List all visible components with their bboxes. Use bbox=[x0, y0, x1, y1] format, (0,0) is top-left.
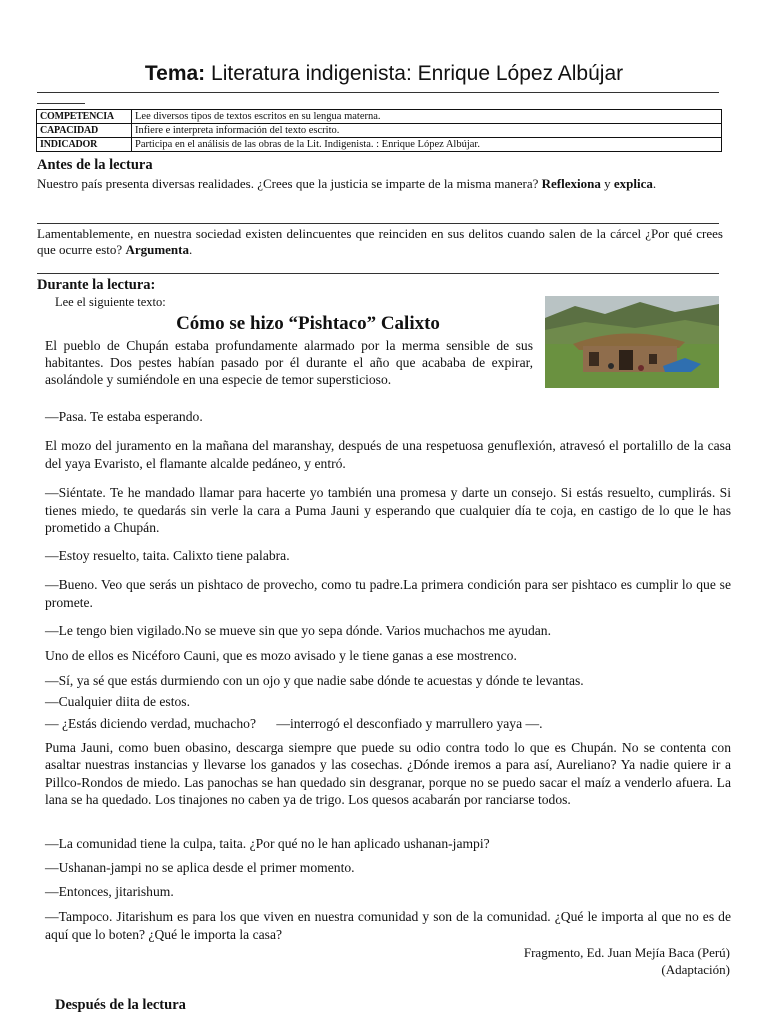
story-paragraph-13: —La comunidad tiene la culpa, taita. ¿Por qué no le han aplicado ushanan-jampi? bbox=[45, 836, 490, 851]
story-title: Cómo se hizo “Pishtaco” Calixto bbox=[176, 313, 440, 334]
story-paragraph-15: —Entonces, jitarishum. bbox=[45, 884, 174, 899]
capacidad-value: Infiere e interpreta información del texto escrito. bbox=[132, 124, 722, 138]
story-paragraph-9: —Sí, ya sé que estás durmiendo con un ojo y que nadie sabe dónde te acuestas y dónde te levantas. bbox=[45, 673, 584, 688]
q1-bold-1: Reflexiona bbox=[541, 176, 601, 191]
story-paragraph-5: —Estoy resuelto, taita. Calixto tiene palabra. bbox=[45, 548, 290, 563]
title-rule bbox=[37, 92, 719, 93]
q1-end: . bbox=[652, 176, 657, 191]
story-paragraph-7: —Le tengo bien vigilado.No se mueve sin que yo sepa dónde. Varios muchachos me ayudan. bbox=[45, 623, 551, 638]
table-row bbox=[37, 124, 722, 138]
source-line-2: (Adaptación) bbox=[661, 962, 730, 977]
story-paragraph-4: —Siéntate. Te he mandado llamar para hacerte yo también una promesa y darte un consejo. Si estás resuelto, cumplirás. Si tienes miedo, te quedarás sin verle la cara a Puma Jauni y esperando que cualquier día te coja, en castigo de lo que le has prometido a Chupán. bbox=[45, 485, 731, 535]
short-rule bbox=[37, 103, 85, 104]
durante-heading: Durante la lectura: bbox=[37, 277, 156, 293]
indicador-key: INDICADOR bbox=[37, 138, 132, 152]
q1-and: y bbox=[604, 176, 611, 191]
table-row bbox=[37, 110, 722, 124]
story-paragraph-6: —Bueno. Veo que serás un pishtaco de provecho, como tu padre.La primera condición para ser pishtaco es cumplir lo que se promete. bbox=[45, 577, 731, 610]
despues-heading: Después de la lectura bbox=[55, 997, 186, 1013]
q2-end: . bbox=[188, 242, 193, 257]
antes-question-1 bbox=[37, 176, 721, 192]
competencia-value: Lee diversos tipos de textos escritos en su lengua materna. bbox=[132, 110, 722, 124]
story-paragraph-3: El mozo del juramento en la mañana del maranshay, después de una respetuosa genuflexión, atravesó el portalillo de la casa del yaya Evaristo, el flamante alcalde pedáneo, y entró. bbox=[45, 438, 731, 471]
story-paragraph-14: —Ushanan-jampi no se aplica desde el primer momento. bbox=[45, 860, 355, 875]
house-photo-icon bbox=[545, 296, 719, 388]
q2-text: Lamentablemente, en nuestra sociedad existen delincuentes que reinciden en sus delitos cuando salen de la cárcel ¿Por qué crees que ocurre esto? bbox=[37, 226, 723, 257]
info-table bbox=[36, 109, 722, 152]
story-paragraph-1: El pueblo de Chupán estaba profundamente alarmado por la merma sensible de sus habitantes. Dos pestes habían pasado por él durante el año que acababa de expirar, asolándole y sumiéndole en una especie de temor supersticioso. bbox=[45, 338, 533, 387]
photo-illustration bbox=[545, 296, 719, 388]
title-text: Literatura indigenista: Enrique López Albújar bbox=[211, 62, 624, 85]
answer-line-1 bbox=[37, 223, 719, 224]
competencia-key: COMPETENCIA bbox=[37, 110, 132, 124]
reading-instruction: Lee el siguiente texto: bbox=[55, 295, 166, 309]
answer-line-2 bbox=[37, 273, 719, 274]
q1-bold-2: explica bbox=[613, 176, 653, 191]
page-title bbox=[0, 62, 768, 86]
story-paragraph-11: — ¿Estás diciendo verdad, muchacho? —interrogó el desconfiado y marrullero yaya —. bbox=[45, 716, 543, 731]
capacidad-key: CAPACIDAD bbox=[37, 124, 132, 138]
antes-heading: Antes de la lectura bbox=[37, 157, 153, 173]
indicador-value: Participa en el análisis de las obras de la Lit. Indigenista. : Enrique López Albújar. bbox=[132, 138, 722, 152]
story-paragraph-10: —Cualquier diita de estos. bbox=[45, 694, 190, 709]
q1-text: Nuestro país presenta diversas realidades. ¿Crees que la justicia se imparte de la misma manera? bbox=[37, 176, 539, 191]
source-line-1: Fragmento, Ed. Juan Mejía Baca (Perú) bbox=[523, 945, 730, 960]
story-paragraph-2: —Pasa. Te estaba esperando. bbox=[45, 409, 203, 424]
story-paragraph-8: Uno de ellos es Nicéforo Cauni, que es mozo avisado y le tiene ganas a ese mostrenco. bbox=[45, 648, 517, 663]
story-paragraph-16: —Tampoco. Jitarishum es para los que viven en nuestra comunidad y son de la comunidad. ¿Qué le importa al que no es de aquí que lo boten? ¿Qué le importa la casa? bbox=[45, 909, 731, 942]
title-label: Tema: bbox=[144, 62, 206, 85]
table-row bbox=[37, 138, 722, 152]
q2-bold: Argumenta bbox=[125, 242, 189, 257]
antes-question-2 bbox=[37, 226, 723, 258]
story-paragraph-12: Puma Jauni, como buen obasino, descarga siempre que puede su odio contra todo lo que es Chupán. No se contenta con asaltar nuestras instancias y llevarse los ganados y las cosechas. ¿Dónde iremos a para así, Aureliano? Ya nadie quiere ir a Pillco-Rondos de miedo. Las panochas se han quedado sin desgranar, porque no se puedo sacar el maíz a venderlo afuera. La lana se ha quedado. Los tinajones no caben ya de trigo. Los quesos acabarán por ranciarse todos. bbox=[45, 740, 731, 807]
